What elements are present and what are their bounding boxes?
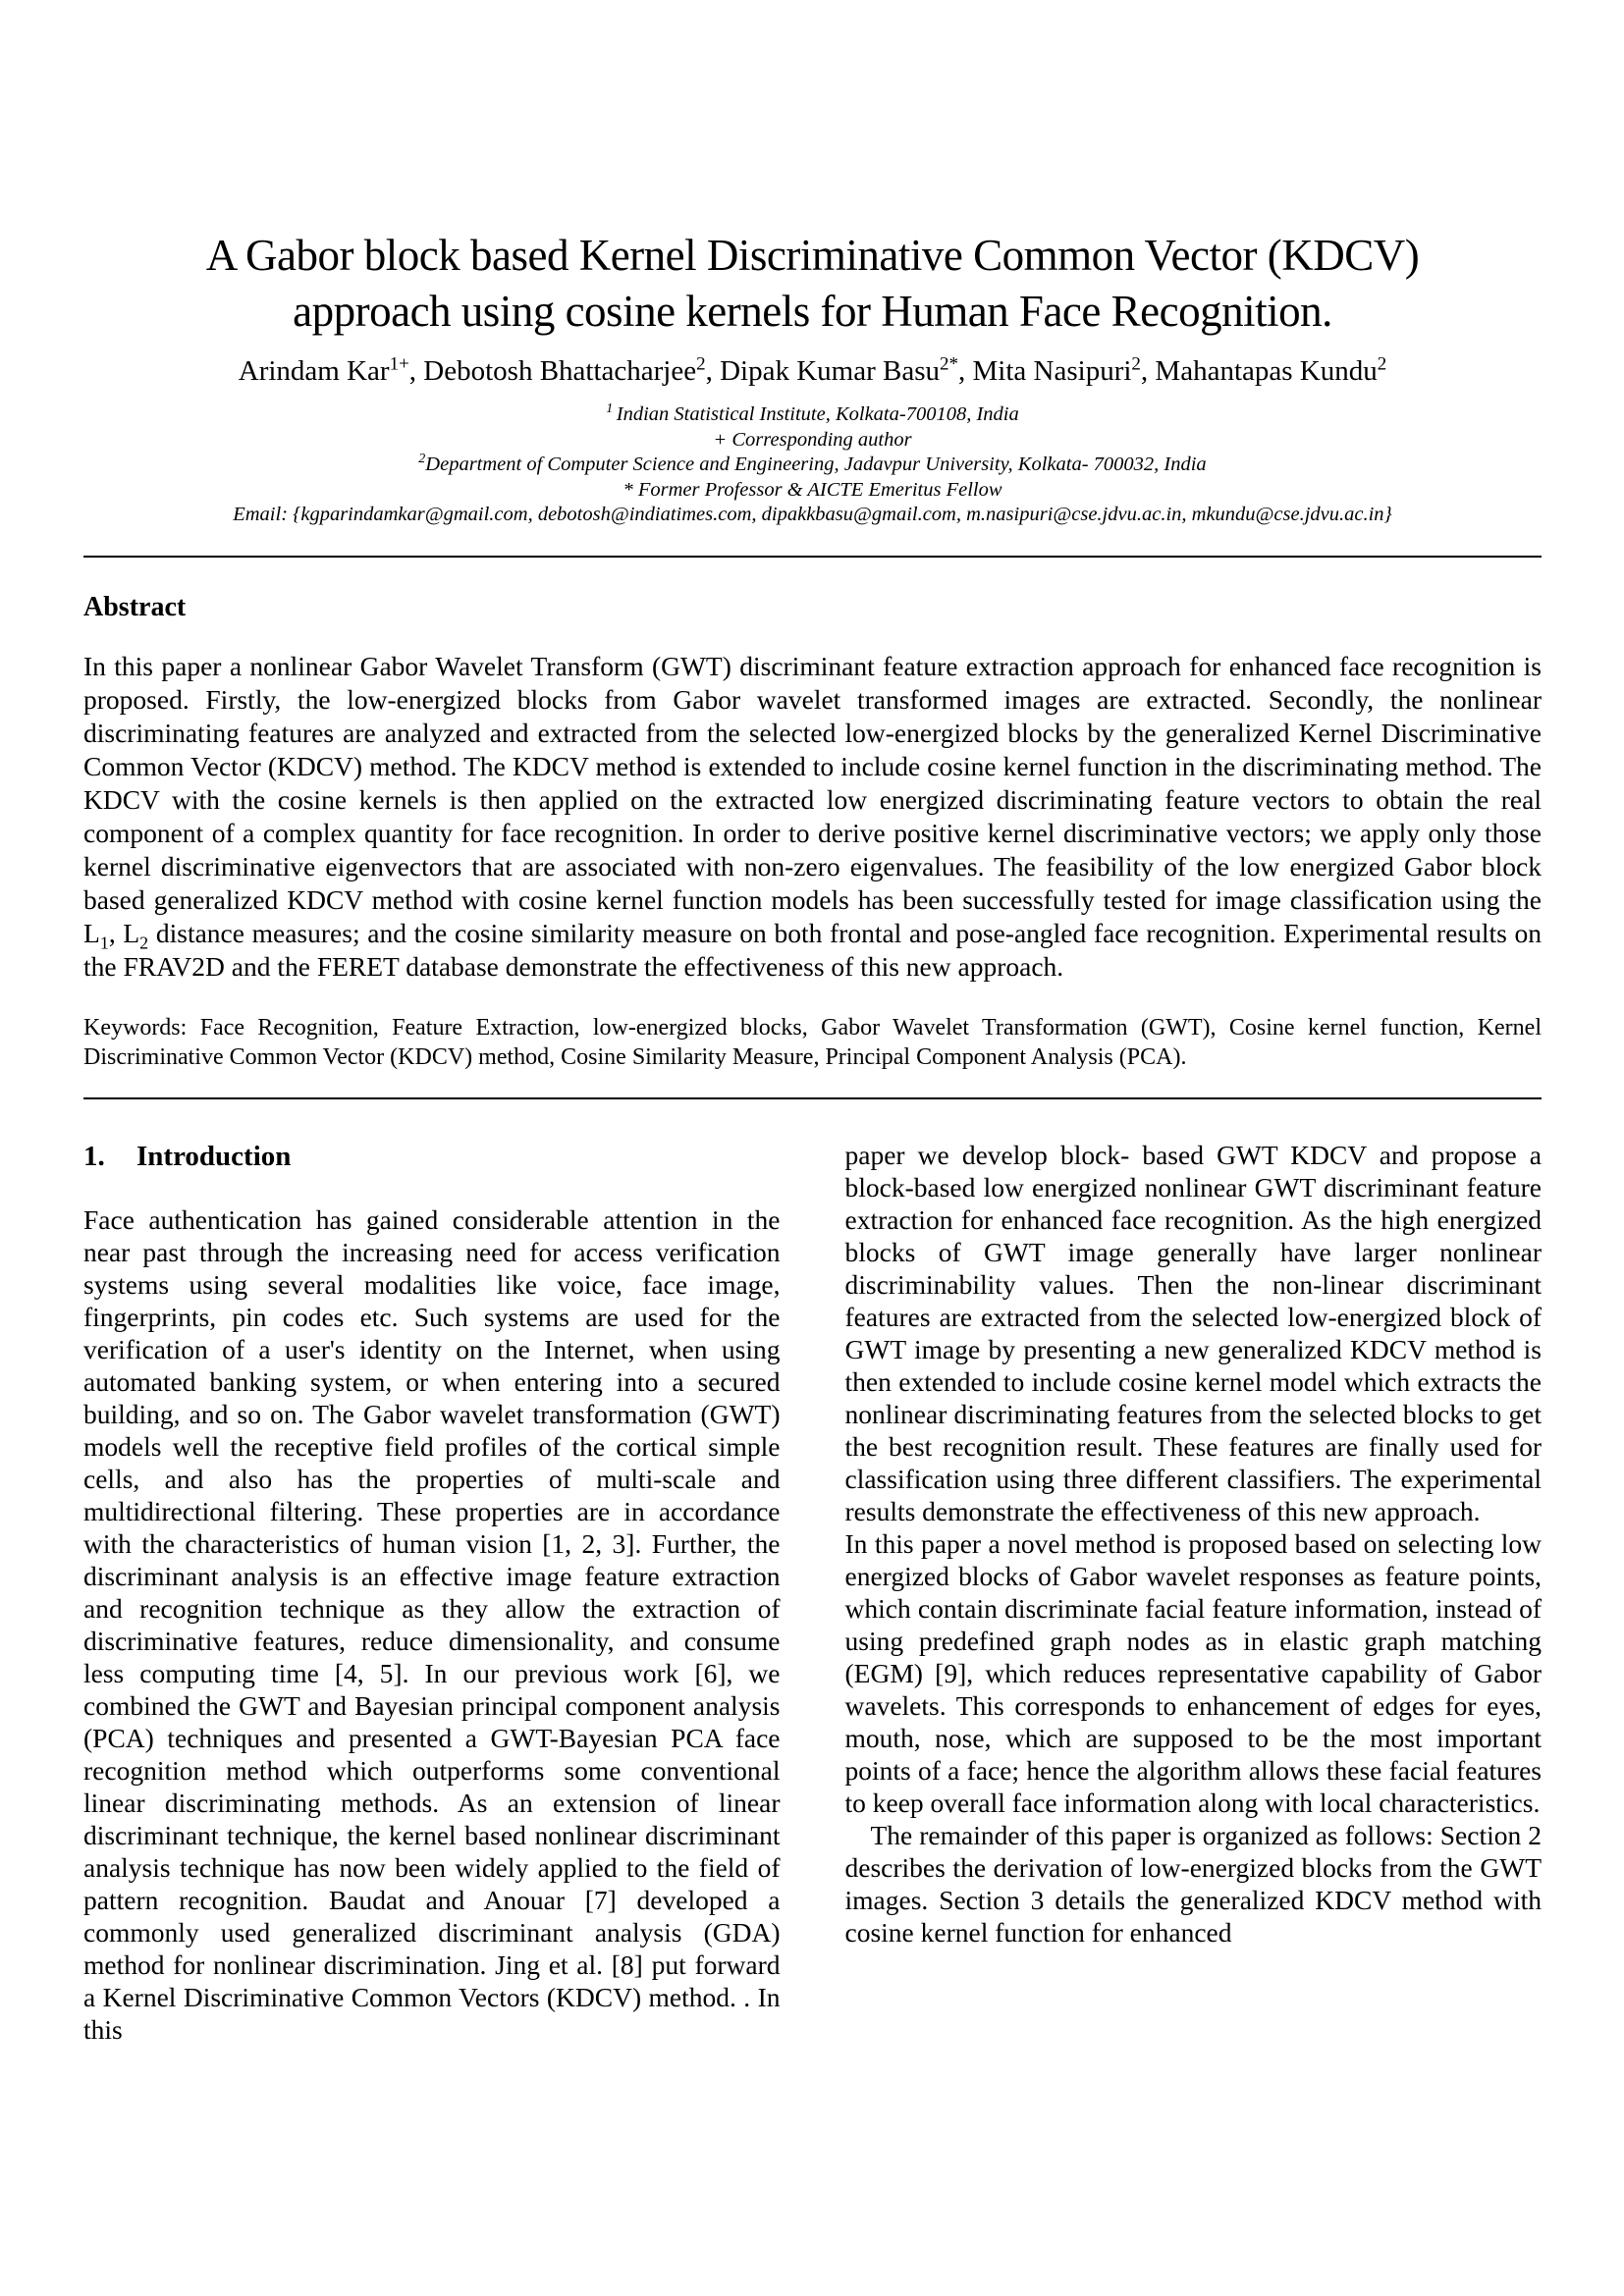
affiliation-line-3 <box>83 453 1542 478</box>
email-line: Email: {kgparindamkar@gmail.com, debotosh@indiatimes.com, dipakkbasu@gmail.com, m.nasipuri@cse.jdvu.ac.in, mkundu@cse.jdvu.ac.in} <box>233 504 1392 525</box>
intro-paragraph-right-2: In this paper a novel method is proposed based on selecting low energized blocks of Gabor wavelet responses as feature points, which contain discriminate facial feature information, instead of using predefined graph nodes as in elastic graph matching (EGM) [9], which reduces representative capability of Gabor wavelets. This corresponds to enhancement of edges for eyes, mouth, nose, which are supposed to be the most important points of a face; hence the algorithm allows these facial features to keep overall face information along with local characteristics. <box>844 1527 1542 1818</box>
affiliation-superscript: 2 <box>418 452 426 467</box>
author-name: Mita Nasipuri <box>972 355 1132 387</box>
affiliation-line-1 <box>83 402 1542 428</box>
author-superscript: 2 <box>1377 353 1387 375</box>
author-separator: , <box>408 355 424 387</box>
paper-title-line2: approach using cosine kernels for Human Face Recognition. <box>293 287 1332 336</box>
keywords-line: Keywords: Face Recognition, Feature Extraction, low-energized blocks, Gabor Wavelet Transformation (GWT), Cosine kernel function, Kernel Discriminative Common Vector (KDCV) method, Cosine Similarity Measure, Principal Component Analysis (PCA). <box>83 1014 1542 1070</box>
intro-paragraph-right-3: The remainder of this paper is organized as follows: Section 2 describes the derivation of low-energized blocks from the GWT images. Section 3 details the generalized KDCV method with cosine kernel function for enhanced <box>844 1819 1542 1948</box>
affiliation-line-2: + Corresponding author <box>713 428 912 451</box>
header-divider-rule <box>83 556 1542 558</box>
authors-line <box>83 353 1542 389</box>
abstract-text <box>83 650 1542 984</box>
intro-paragraph-right-1: paper we develop block- based GWT KDCV and propose a block-based low energized nonlinear GWT discriminant feature extraction for enhanced face recognition. As the high energized blocks of GWT image generally have larger nonlinear discriminability values. Then the non-linear discriminant features are extracted from the selected low-energized block of GWT image by presenting a new generalized KDCV method is then extended to include cosine kernel model which extracts the nonlinear discriminating features from the selected blocks to get the best recognition result. These features are finally used for classification using three different classifiers. The experimental results demonstrate the effectiveness of this new approach. <box>844 1139 1542 1526</box>
two-column-body <box>83 1139 1542 2046</box>
affiliations-block <box>83 402 1542 528</box>
affiliation-line-4: * Former Professor & AICTE Emeritus Fellow <box>623 478 1002 501</box>
right-column <box>845 1139 1543 2046</box>
abstract-text-mid: , L <box>108 917 140 948</box>
section-1-heading <box>83 1139 781 1174</box>
subscript-2: 2 <box>139 933 149 952</box>
author-superscript: 2* <box>940 353 959 375</box>
intro-paragraph-left: Face authentication has gained considerable attention in the near past through the increasing need for access verification systems using several modalities like voice, face image, fingerprints, pin codes etc. Such systems are used for the verification of a user's identity on the Internet, when using automated banking system, or when entering into a secured building, and so on. The Gabor wavelet transformation (GWT) models well the receptive field profiles of the cortical simple cells, and also has the properties of multi-scale and multidirectional filtering. These properties are in accordance with the characteristics of human vision [1, 2, 3]. Further, the discriminant analysis is an effective image feature extraction and recognition technique as they allow the extraction of discriminative features, reduce dimensionality, and consume less computing time [4, 5]. In our previous work [6], we combined the GWT and Bayesian principal component analysis (PCA) techniques and presented a GWT-Bayesian PCA face recognition method which outperforms some conventional linear discriminating methods. As an extension of linear discriminant technique, the kernel based nonlinear discriminant analysis technique has now been widely applied to the field of pattern recognition. Baudat and Anouar [7] developed a commonly used generalized discriminant analysis (GDA) method for nonlinear discrimination. Jing et al. [8] put forward a Kernel Discriminative Common Vectors (KDCV) method. . In this <box>83 1203 781 2045</box>
author-name: Arindam Kar <box>238 355 390 387</box>
left-column <box>83 1139 781 2046</box>
author-superscript: 2 <box>1131 353 1141 375</box>
paper-title-line1: A Gabor block based Kernel Discriminative Common Vector (KDCV) <box>205 231 1420 280</box>
author-name: Mahantapas Kundu <box>1155 355 1378 387</box>
section-number: 1. <box>83 1140 105 1172</box>
affiliation-text: Indian Statistical Institute, Kolkata-700108, India <box>616 403 1019 425</box>
author-separator: , <box>1140 355 1156 387</box>
author-name: Debotosh Bhattacharjee <box>423 355 697 387</box>
author-separator: , <box>705 355 721 387</box>
abstract-text-part2: distance measures; and the cosine similarity measure on both frontal and pose-angled face recognition. Experimental results on the FRAV2D and the FERET database demonstrate the effectiveness of this new approach. <box>83 917 1542 982</box>
author-separator: , <box>958 355 973 387</box>
section-title: Introduction <box>136 1140 292 1172</box>
abstract-text-part1: In this paper a nonlinear Gabor Wavelet Transform (GWT) discriminant feature extraction approach for enhanced face recognition is proposed. Firstly, the low-energized blocks from Gabor wavelet transformed images are extracted. Secondly, the nonlinear discriminating features are analyzed and extracted from the selected low-energized blocks by the generalized Kernel Discriminative Common Vector (KDCV) method. The KDCV method is extended to include cosine kernel function in the discriminating method. The KDCV with the cosine kernels is then applied on the extracted low energized discriminating feature vectors to obtain the real component of a complex quantity for face recognition. In order to derive positive kernel discriminative vectors; we apply only those kernel discriminative eigenvectors that are associated with non-zero eigenvalues. The feasibility of the low energized Gabor block based generalized KDCV method with cosine kernel function models has been successfully tested for image classification using the L <box>83 650 1542 948</box>
affiliation-text: Department of Computer Science and Engineering, Jadavpur University, Kolkata- 700032, India <box>425 454 1207 475</box>
abstract-heading: Abstract <box>83 591 187 622</box>
author-superscript: 1+ <box>389 353 409 375</box>
subscript-1: 1 <box>99 933 109 952</box>
affiliation-superscript: 1 <box>606 401 617 417</box>
paper-title <box>83 228 1542 340</box>
body-divider-rule <box>83 1097 1542 1099</box>
author-superscript: 2 <box>696 353 706 375</box>
author-name: Dipak Kumar Basu <box>720 355 941 387</box>
